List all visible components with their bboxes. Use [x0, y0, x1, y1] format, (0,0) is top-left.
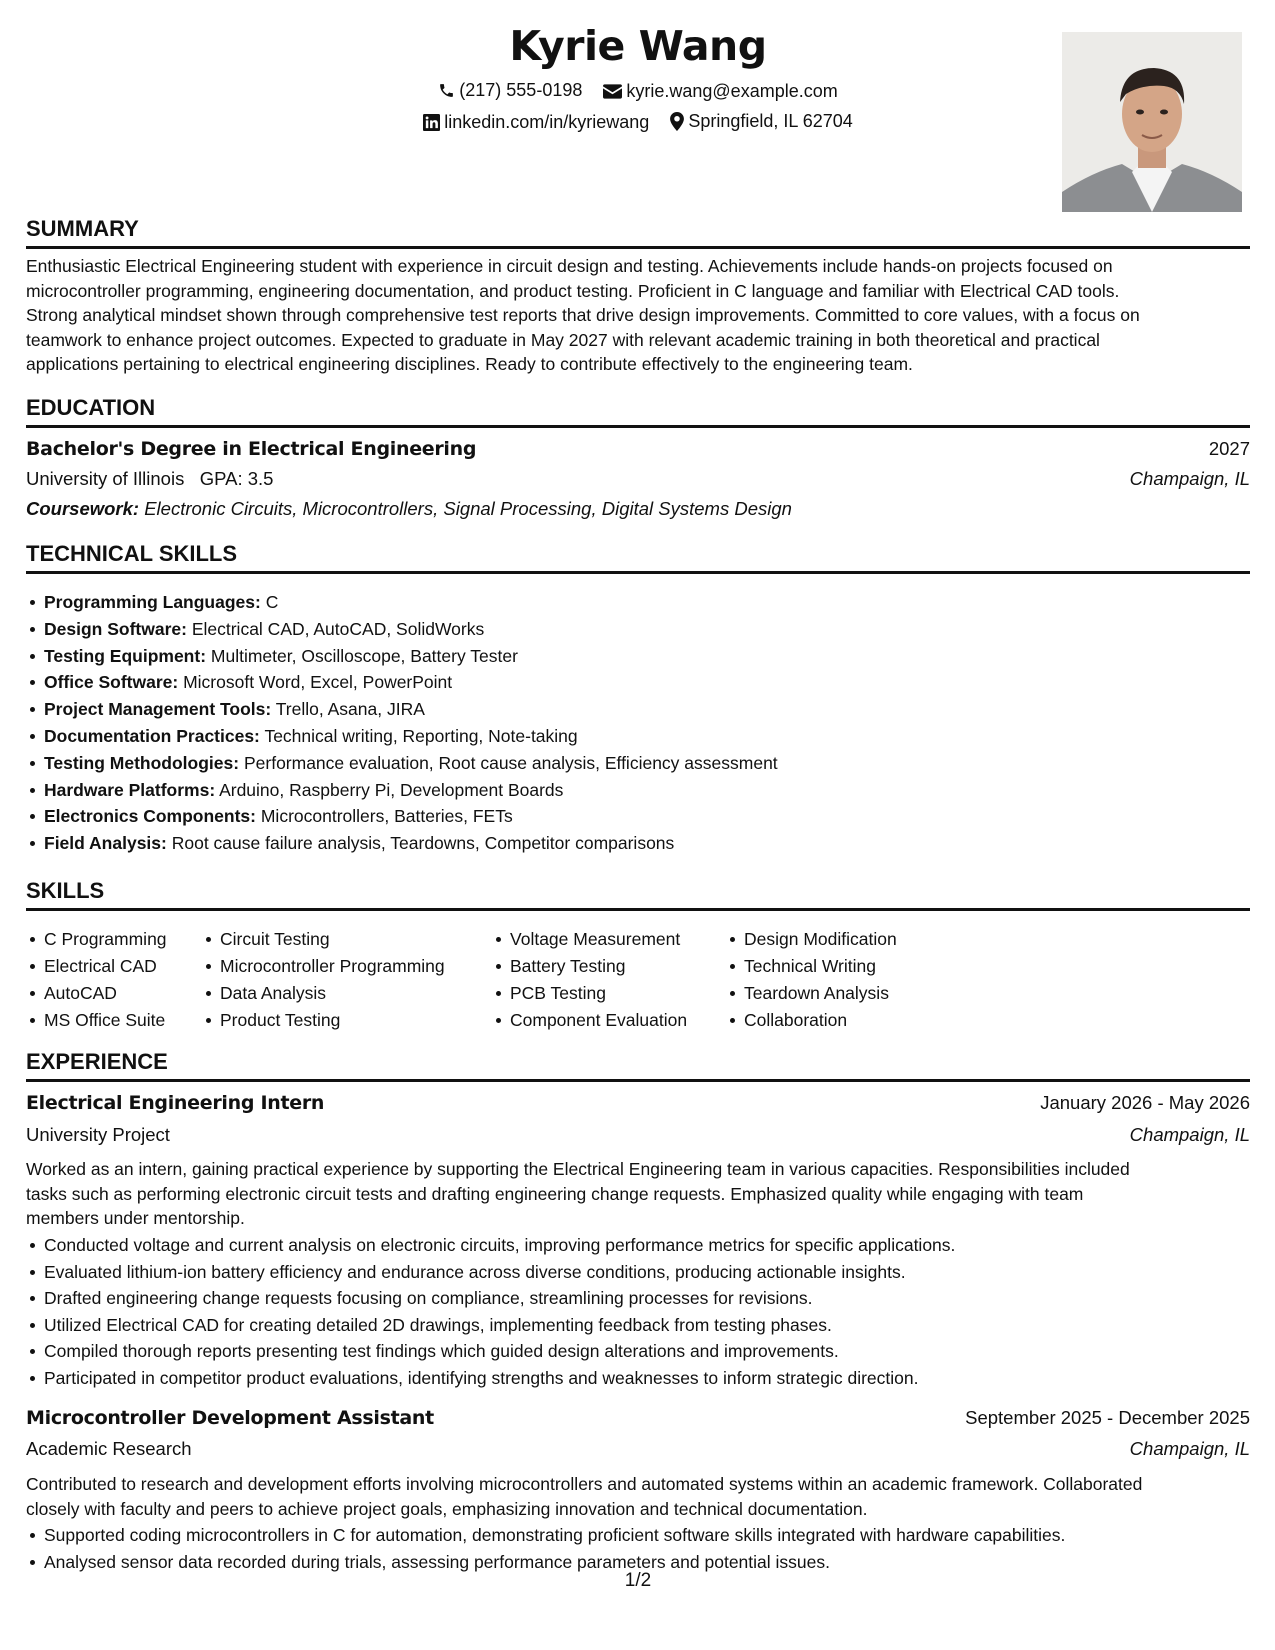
- tech-skill-label: Programming Languages:: [44, 592, 261, 612]
- resume-page: [26, 0, 1250, 1650]
- tech-skill-value: Multimeter, Oscilloscope, Battery Tester: [210, 645, 518, 666]
- skills-column: [726, 926, 897, 1034]
- list-item: Battery Testing: [510, 953, 687, 980]
- list-item: [44, 589, 1268, 616]
- degree: Bachelor's Degree in Electrical Engineering: [26, 438, 477, 460]
- email-text: kyrie.wang@example.com: [626, 81, 838, 101]
- list-item: Supported coding microcontrollers in C for automation, demonstrating proficient software skills integrated with hardware capabilities.: [44, 1522, 1268, 1549]
- tech-skill-label: Hardware Platforms:: [44, 779, 216, 800]
- tech-skill-label: Testing Equipment:: [44, 645, 207, 666]
- section-title-skills: SKILLS: [26, 878, 1250, 911]
- phone: [438, 80, 582, 101]
- section-title-experience: EXPERIENCE: [26, 1049, 1250, 1082]
- list-item: [44, 616, 1268, 643]
- list-item: Microcontroller Programming: [220, 953, 445, 980]
- list-item: [44, 750, 1268, 777]
- tech-skill-value: Arduino, Raspberry Pi, Development Boards: [219, 779, 564, 800]
- school-line: [26, 468, 273, 490]
- job-title: Microcontroller Development Assistant: [26, 1407, 434, 1429]
- location: [670, 111, 852, 132]
- list-item: C Programming: [44, 926, 167, 953]
- gpa: GPA: 3.5: [199, 468, 274, 489]
- summary-line: applications pertaining to electrical engineering disciplines. Ready to contribute effectively to the engineering team.: [26, 354, 913, 374]
- phone-icon: [438, 82, 455, 99]
- profile-photo: [1062, 32, 1242, 212]
- list-item: Compiled thorough reports presenting test findings which guided design alterations and improvements.: [44, 1338, 1268, 1365]
- linkedin-icon: [423, 114, 440, 131]
- skills-grid: [26, 926, 1250, 1036]
- coursework: [26, 498, 792, 520]
- job-dates: September 2025 - December 2025: [965, 1407, 1250, 1428]
- list-item: [44, 669, 1268, 696]
- tech-skill-label: Electronics Components:: [44, 806, 256, 827]
- job-heading-row: [26, 1407, 1250, 1429]
- list-item: Design Modification: [744, 926, 897, 953]
- list-item: Participated in competitor product evaluations, identifying strengths and weaknesses to inform strategic direction.: [44, 1365, 1268, 1392]
- list-item: [44, 643, 1268, 670]
- tech-skill-label: Office Software:: [44, 672, 179, 693]
- linkedin-text: linkedin.com/in/kyriewang: [444, 112, 650, 132]
- job-bullets: [26, 1232, 1268, 1392]
- tech-skill-value: Performance evaluation, Root cause analysis, Efficiency assessment: [243, 752, 778, 773]
- summary-line: teamwork to enhance project outcomes. Expected to graduate in May 2027 with relevant academic training in both theoretical and practical: [26, 329, 1100, 350]
- tech-skill-label: Design Software:: [44, 618, 187, 639]
- tech-skill-label: Field Analysis:: [44, 833, 167, 854]
- list-item: [44, 803, 1268, 830]
- skills-column: [492, 926, 687, 1034]
- coursework-list: Electronic Circuits, Microcontrollers, Signal Processing, Digital Systems Design: [144, 498, 792, 519]
- job-location: Champaign, IL: [1129, 1438, 1250, 1459]
- page-number: 1/2: [624, 1570, 652, 1591]
- list-item: MS Office Suite: [44, 1007, 167, 1034]
- job-org-row: [26, 1124, 1250, 1146]
- coursework-label: Coursework:: [26, 498, 140, 519]
- list-item: Voltage Measurement: [510, 926, 687, 953]
- list-item: [44, 830, 1268, 857]
- tech-skill-value: Root cause failure analysis, Teardowns, Competitor comparisons: [171, 833, 675, 854]
- job-organization: University Project: [26, 1124, 170, 1145]
- section-title-technical-skills: TECHNICAL SKILLS: [26, 541, 1250, 574]
- job-location: Champaign, IL: [1129, 1124, 1250, 1145]
- list-item: [44, 723, 1268, 750]
- list-item: [44, 777, 1268, 804]
- list-item: Component Evaluation: [510, 1007, 687, 1034]
- description-line: tasks such as performing electronic circuit tests and drafting engineering change requests. Emphasized quality while engaging with team: [26, 1183, 1084, 1204]
- description-line: Worked as an intern, gaining practical experience by supporting the Electrical Engineering team in various capacities. Responsibilities included: [26, 1159, 1130, 1179]
- summary-line: microcontroller programming, engineering documentation, and product testing. Proficient in C language and familiar with Electrical CAD tools.: [26, 280, 1120, 301]
- education-heading-row: [26, 438, 1250, 460]
- job-heading-row: [26, 1092, 1250, 1114]
- tech-skill-value: Microsoft Word, Excel, PowerPoint: [183, 672, 453, 693]
- job-title: Electrical Engineering Intern: [26, 1092, 325, 1114]
- job-description: [26, 1472, 1250, 1521]
- tech-skill-label: Testing Methodologies:: [44, 752, 240, 773]
- skills-column: [26, 926, 167, 1034]
- section-title-education: EDUCATION: [26, 395, 1250, 428]
- technical-skills-list: [26, 589, 1268, 857]
- list-item: Product Testing: [220, 1007, 445, 1034]
- job-description: [26, 1157, 1250, 1231]
- list-item: Data Analysis: [220, 980, 445, 1007]
- tech-skill-value: C: [265, 592, 279, 612]
- summary-line: Enthusiastic Electrical Engineering student with experience in circuit design and testing. Achievements include hands-on projects focused on: [26, 256, 1113, 276]
- map-pin-icon: [670, 112, 684, 131]
- school-name: University of Illinois: [26, 468, 185, 489]
- email[interactable]: [603, 81, 837, 102]
- description-line: Contributed to research and development efforts involving microcontrollers and automated systems within an academic framework. Collaborated: [26, 1474, 1143, 1494]
- list-item: PCB Testing: [510, 980, 687, 1007]
- list-item: Circuit Testing: [220, 926, 445, 953]
- job-org-row: [26, 1438, 1250, 1460]
- skills-column: [202, 926, 445, 1034]
- list-item: Analysed sensor data recorded during trials, assessing performance parameters and potential issues.: [44, 1549, 1268, 1576]
- summary-line: Strong analytical mindset shown through comprehensive test reports that drive design improvements. Committed to core values, with a focus on: [26, 305, 1140, 325]
- tech-skill-value: Microcontrollers, Batteries, FETs: [260, 806, 513, 827]
- list-item: Collaboration: [744, 1007, 897, 1034]
- job-dates: January 2026 - May 2026: [1040, 1092, 1250, 1113]
- candidate-name: Kyrie Wang: [509, 22, 767, 70]
- envelope-icon: [603, 84, 622, 99]
- coursework-row: [26, 498, 1250, 520]
- section-title-summary: SUMMARY: [26, 216, 1250, 249]
- list-item: Technical Writing: [744, 953, 897, 980]
- education-location: Champaign, IL: [1129, 468, 1250, 489]
- tech-skill-value: Trello, Asana, JIRA: [275, 699, 425, 720]
- summary-text: [26, 254, 1250, 377]
- tech-skill-label: Documentation Practices:: [44, 725, 260, 746]
- list-item: Utilized Electrical CAD for creating detailed 2D drawings, implementing feedback from testing phases.: [44, 1312, 1268, 1339]
- list-item: Evaluated lithium-ion battery efficiency and endurance across diverse conditions, producing actionable insights.: [44, 1259, 1268, 1286]
- list-item: [44, 696, 1268, 723]
- graduation-year: 2027: [1208, 438, 1250, 459]
- tech-skill-value: Electrical CAD, AutoCAD, SolidWorks: [191, 618, 485, 639]
- list-item: Electrical CAD: [44, 953, 167, 980]
- linkedin[interactable]: [423, 112, 649, 133]
- tech-skill-value: Technical writing, Reporting, Note-taking: [264, 725, 578, 746]
- list-item: AutoCAD: [44, 980, 167, 1007]
- description-line: members under mentorship.: [26, 1208, 245, 1228]
- location-text: Springfield, IL 62704: [688, 111, 853, 131]
- job-bullets: [26, 1522, 1268, 1575]
- list-item: Drafted engineering change requests focusing on compliance, streamlining processes for revisions.: [44, 1285, 1268, 1312]
- job-organization: Academic Research: [26, 1438, 192, 1459]
- description-line: closely with faculty and peers to achieve project goals, emphasizing innovation and technical documentation.: [26, 1498, 868, 1519]
- tech-skill-label: Project Management Tools:: [44, 699, 272, 720]
- education-school-row: [26, 468, 1250, 490]
- list-item: Teardown Analysis: [744, 980, 897, 1007]
- phone-text: (217) 555-0198: [459, 80, 583, 100]
- list-item: Conducted voltage and current analysis on electronic circuits, improving performance metrics for specific applications.: [44, 1232, 1268, 1259]
